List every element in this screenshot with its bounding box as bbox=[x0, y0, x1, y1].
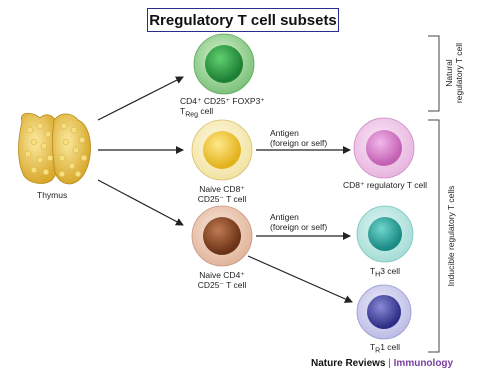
cd8-regulatory-label: CD8⁺ regulatory T cell bbox=[342, 180, 427, 190]
naive-cd4-cell bbox=[192, 206, 252, 266]
th3-label-rest: 3 cell bbox=[380, 266, 401, 276]
naive-cd8-label-line1: Naive CD8⁺ bbox=[199, 184, 245, 194]
treg-label-t: T bbox=[180, 106, 186, 116]
antigen-label-1-line2: (foreign or self) bbox=[270, 138, 328, 148]
th3-label-t: T bbox=[369, 266, 376, 276]
th3-cell bbox=[357, 206, 413, 262]
journal-footer bbox=[311, 358, 453, 369]
antigen-label-1-line1: Antigen bbox=[270, 128, 299, 138]
naive-cd4-label-line1: Naive CD4⁺ bbox=[199, 270, 245, 280]
naive-cd4-label-line2: CD25⁻ T cell bbox=[197, 280, 247, 290]
inducible-bracket bbox=[428, 120, 439, 352]
arrow-thymus-to-treg bbox=[98, 77, 186, 120]
treg-label-sub: Reg bbox=[185, 111, 199, 119]
tr1-label bbox=[355, 342, 415, 357]
inducible-side-label: Inducible regulatory T cells bbox=[446, 185, 456, 287]
natural-side-label bbox=[444, 28, 466, 118]
treg-label-line2 bbox=[180, 106, 265, 121]
naive-cd8-cell bbox=[192, 120, 252, 180]
naive-cd4-label bbox=[190, 270, 254, 290]
treg-label-line1: CD4⁺ CD25⁺ FOXP3⁺ bbox=[180, 96, 265, 106]
footer-separator: | bbox=[388, 358, 391, 369]
thymus-label: Thymus bbox=[37, 190, 68, 200]
antigen-label-2-line1: Antigen bbox=[270, 212, 299, 222]
diagram-title: Rregulatory T cell subsets bbox=[147, 8, 339, 32]
antigen-label-1 bbox=[270, 128, 327, 148]
natural-side-label-line1: Natural bbox=[444, 59, 454, 87]
naive-cd8-label-line2: CD25⁻ T cell bbox=[197, 194, 247, 204]
treg-label-cell: cell bbox=[198, 106, 214, 116]
tr1-label-sub: R bbox=[375, 347, 381, 355]
tr1-label-rest: 1 cell bbox=[380, 342, 401, 352]
natural-side-label-line2: regulatory T cell bbox=[454, 42, 464, 104]
antigen-label-2-line2: (foreign or self) bbox=[270, 222, 328, 232]
arrow-thymus-to-naive-cd4 bbox=[98, 180, 183, 225]
th3-label-sub: H bbox=[375, 271, 381, 279]
tr1-cell bbox=[357, 285, 411, 339]
treg-cell bbox=[194, 34, 254, 94]
treg-label bbox=[180, 96, 265, 121]
tr1-label-t: T bbox=[369, 342, 376, 352]
footer-brand: Nature Reviews bbox=[311, 358, 386, 369]
footer-journal: Immunology bbox=[393, 358, 454, 369]
natural-bracket bbox=[428, 36, 439, 111]
arrow-cd4-to-tr1 bbox=[248, 256, 352, 302]
th3-label bbox=[355, 266, 415, 281]
naive-cd8-label bbox=[190, 184, 254, 204]
thymus-illustration bbox=[19, 113, 91, 184]
cd8-regulatory-cell bbox=[354, 118, 414, 178]
antigen-label-2 bbox=[270, 212, 327, 232]
